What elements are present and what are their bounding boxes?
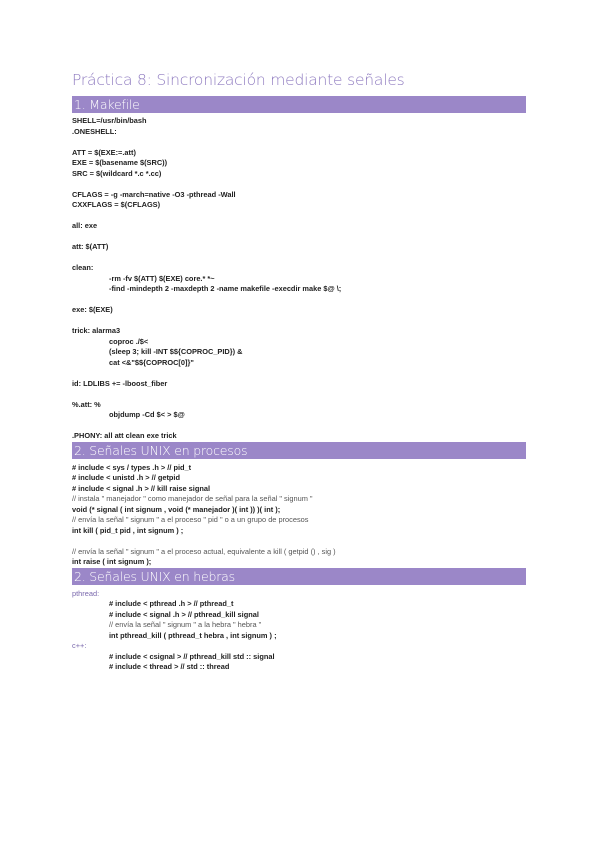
section-heading-makefile: 1. Makefile — [72, 96, 526, 113]
code-line: .PHONY: all att clean exe trick — [72, 431, 177, 440]
makefile-code-block — [72, 113, 526, 442]
code-line: ATT = $(EXE:=.att) — [72, 147, 136, 157]
blank-line — [72, 211, 526, 222]
code-label-line: pthread: — [72, 588, 100, 598]
code-line: objdump -Cd $< > $@ — [109, 410, 185, 419]
code-line: # include < thread > // std :: thread — [109, 662, 230, 671]
blank-line — [72, 137, 526, 148]
code-line: # include < pthread .h > // pthread_t — [109, 599, 234, 608]
code-line: # include < sys / types .h > // pid_t — [72, 462, 192, 472]
blank-line — [72, 232, 526, 243]
code-comment-line: // envía la señal " signum " a la hebra " hebra " — [109, 620, 262, 629]
code-line: att: $(ATT) — [72, 242, 109, 251]
code-line: int pthread_kill ( pthread_t hebra , int signum ) ; — [109, 630, 277, 640]
blank-line — [72, 316, 526, 327]
code-line: -find -mindepth 2 -maxdepth 2 -name makefile -execdir make $@ \; — [109, 284, 342, 293]
code-line: int raise ( int signum ); — [72, 557, 152, 566]
code-line: id: LDLIBS += -lboost_fiber — [72, 378, 168, 388]
section-heading-unix-signals-processes: 2. Señales UNIX en procesos — [72, 442, 526, 459]
code-line: # include < csignal > // pthread_kill std :: signal — [109, 651, 275, 661]
code-line: all: exe — [72, 221, 98, 230]
document-title: Práctica 8: Sincronización mediante señales — [72, 71, 405, 89]
code-line: .ONESHELL: — [72, 126, 117, 136]
code-comment-line: // instala " manejador " como manejador de señal para la señal " signum " — [72, 494, 313, 503]
code-comment-line: // envía la señal " signum " a el proceso actual, equivalente a kill ( getpid () , sig ) — [72, 546, 336, 556]
code-line: (sleep 3; kill -INT $${COPROC_PID}) & — [109, 347, 243, 356]
code-line: CFLAGS = -g -march=native -O3 -pthread -Wall — [72, 189, 236, 199]
processes-code-block — [72, 459, 526, 568]
code-line: CXXFLAGS = $(CFLAGS) — [72, 200, 161, 209]
blank-line — [72, 253, 526, 264]
code-line: SHELL=/usr/bin/bash — [72, 116, 147, 125]
code-line: EXE = $(basename $(SRC)) — [72, 158, 168, 167]
code-line: # include < unistd .h > // getpid — [72, 473, 180, 482]
blank-line — [72, 179, 526, 190]
code-line: SRC = $(wildcard *.c *.cc) — [72, 168, 162, 178]
code-line: cat <&"$${COPROC[0]}" — [109, 357, 194, 367]
code-line: void (* signal ( int signum , void (* manejador )( int )) )( int ); — [72, 504, 281, 514]
code-line: clean: — [72, 263, 94, 272]
blank-line — [72, 421, 526, 432]
code-line: int kill ( pid_t pid , int signum ) ; — [72, 525, 184, 535]
code-comment-line: // envía la señal " signum " a el proceso " pid " o a un grupo de procesos — [72, 515, 309, 524]
code-line: %.att: % — [72, 399, 101, 409]
blank-line — [72, 389, 526, 400]
threads-code-block — [72, 585, 526, 673]
document-page — [72, 70, 526, 673]
blank-line — [72, 536, 526, 547]
code-line: # include < signal .h > // pthread_kill signal — [109, 609, 259, 619]
code-line: trick: alarma3 — [72, 326, 121, 335]
code-line: coproc ./$< — [109, 336, 149, 346]
code-line: exe: $(EXE) — [72, 305, 113, 314]
blank-line — [72, 368, 526, 379]
code-line: -rm -fv $(ATT) $(EXE) core.* *~ — [109, 273, 215, 283]
blank-line — [72, 295, 526, 306]
section-heading-unix-signals-threads: 2. Señales UNIX en hebras — [72, 568, 526, 585]
code-line: # include < signal .h > // kill raise signal — [72, 483, 211, 493]
code-label-line: c++: — [72, 641, 87, 650]
